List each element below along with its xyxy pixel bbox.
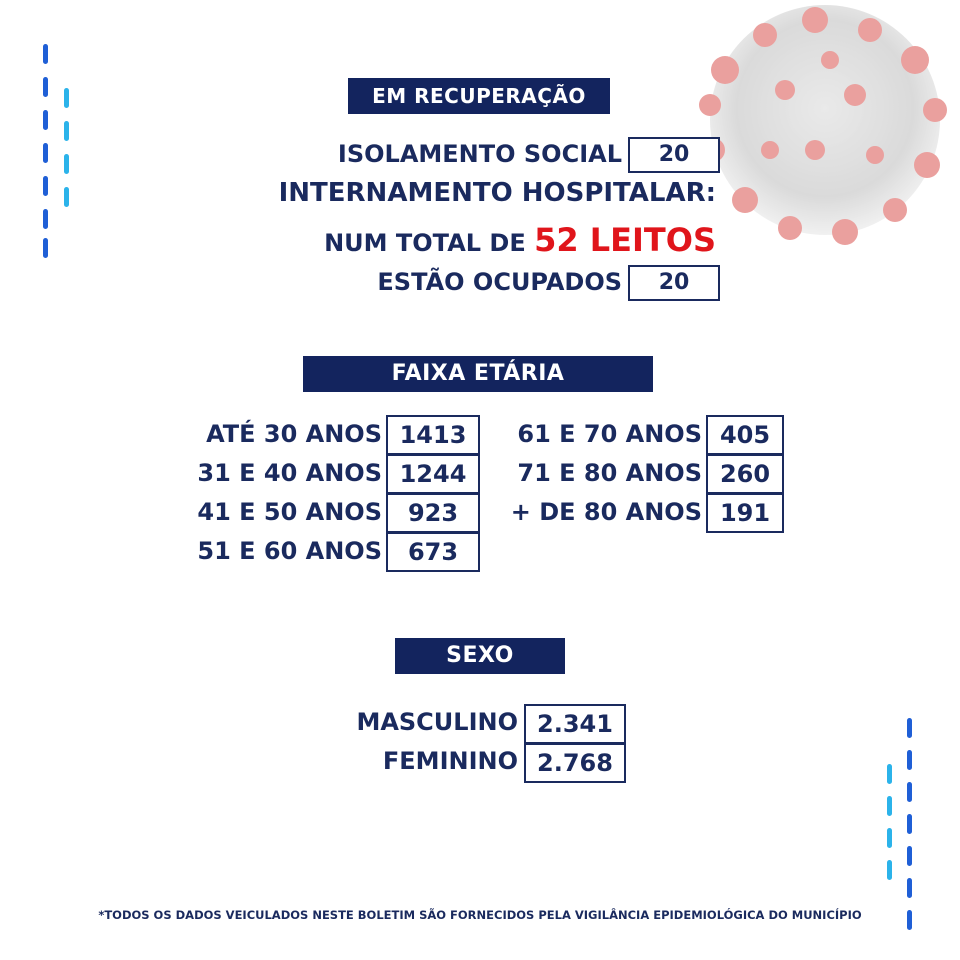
faixa-left-label-2: 31 E 40 ANOS xyxy=(197,459,382,487)
faixa-left-label-4: 51 E 60 ANOS xyxy=(197,537,382,565)
total-leitos-line xyxy=(324,220,716,263)
faixa-left-value-2: 1244 xyxy=(386,454,480,494)
faixa-right-value-2: 260 xyxy=(706,454,784,494)
internamento-label: INTERNAMENTO HOSPITALAR: xyxy=(278,178,716,208)
faixa-header: FAIXA ETÁRIA xyxy=(303,356,653,392)
faixa-left-value-1: 1413 xyxy=(386,415,480,455)
sexo-label-masculino: MASCULINO xyxy=(356,708,518,736)
isolamento-label: ISOLAMENTO SOCIAL xyxy=(337,140,622,168)
faixa-right-value-3: 191 xyxy=(706,493,784,533)
sexo-value-feminino: 2.768 xyxy=(524,743,626,783)
total-prefix: NUM TOTAL DE xyxy=(324,229,526,257)
sexo-header: SEXO xyxy=(395,638,565,674)
faixa-left-value-3: 923 xyxy=(386,493,480,533)
ocupados-value: 20 xyxy=(628,265,720,301)
sexo-value-masculino: 2.341 xyxy=(524,704,626,744)
sexo-label-feminino: FEMININO xyxy=(382,747,518,775)
faixa-right-label-1: 61 E 70 ANOS xyxy=(517,420,702,448)
faixa-right-label-3: + DE 80 ANOS xyxy=(510,498,702,526)
footnote: *TODOS OS DADOS VEICULADOS NESTE BOLETIM SÃO FORNECIDOS PELA VIGILÂNCIA EPIDEMIOLÓGICA DO MUNICÍPIO xyxy=(98,908,862,922)
isolamento-value: 20 xyxy=(628,137,720,173)
total-leitos-value: 52 LEITOS xyxy=(534,221,716,259)
faixa-left-value-4: 673 xyxy=(386,532,480,572)
faixa-left-label-3: 41 E 50 ANOS xyxy=(197,498,382,526)
faixa-right-value-1: 405 xyxy=(706,415,784,455)
recuperacao-header: EM RECUPERAÇÃO xyxy=(348,78,610,114)
faixa-right-label-2: 71 E 80 ANOS xyxy=(517,459,702,487)
ocupados-label: ESTÃO OCUPADOS xyxy=(377,268,622,296)
faixa-left-label-1: ATÉ 30 ANOS xyxy=(206,420,382,448)
